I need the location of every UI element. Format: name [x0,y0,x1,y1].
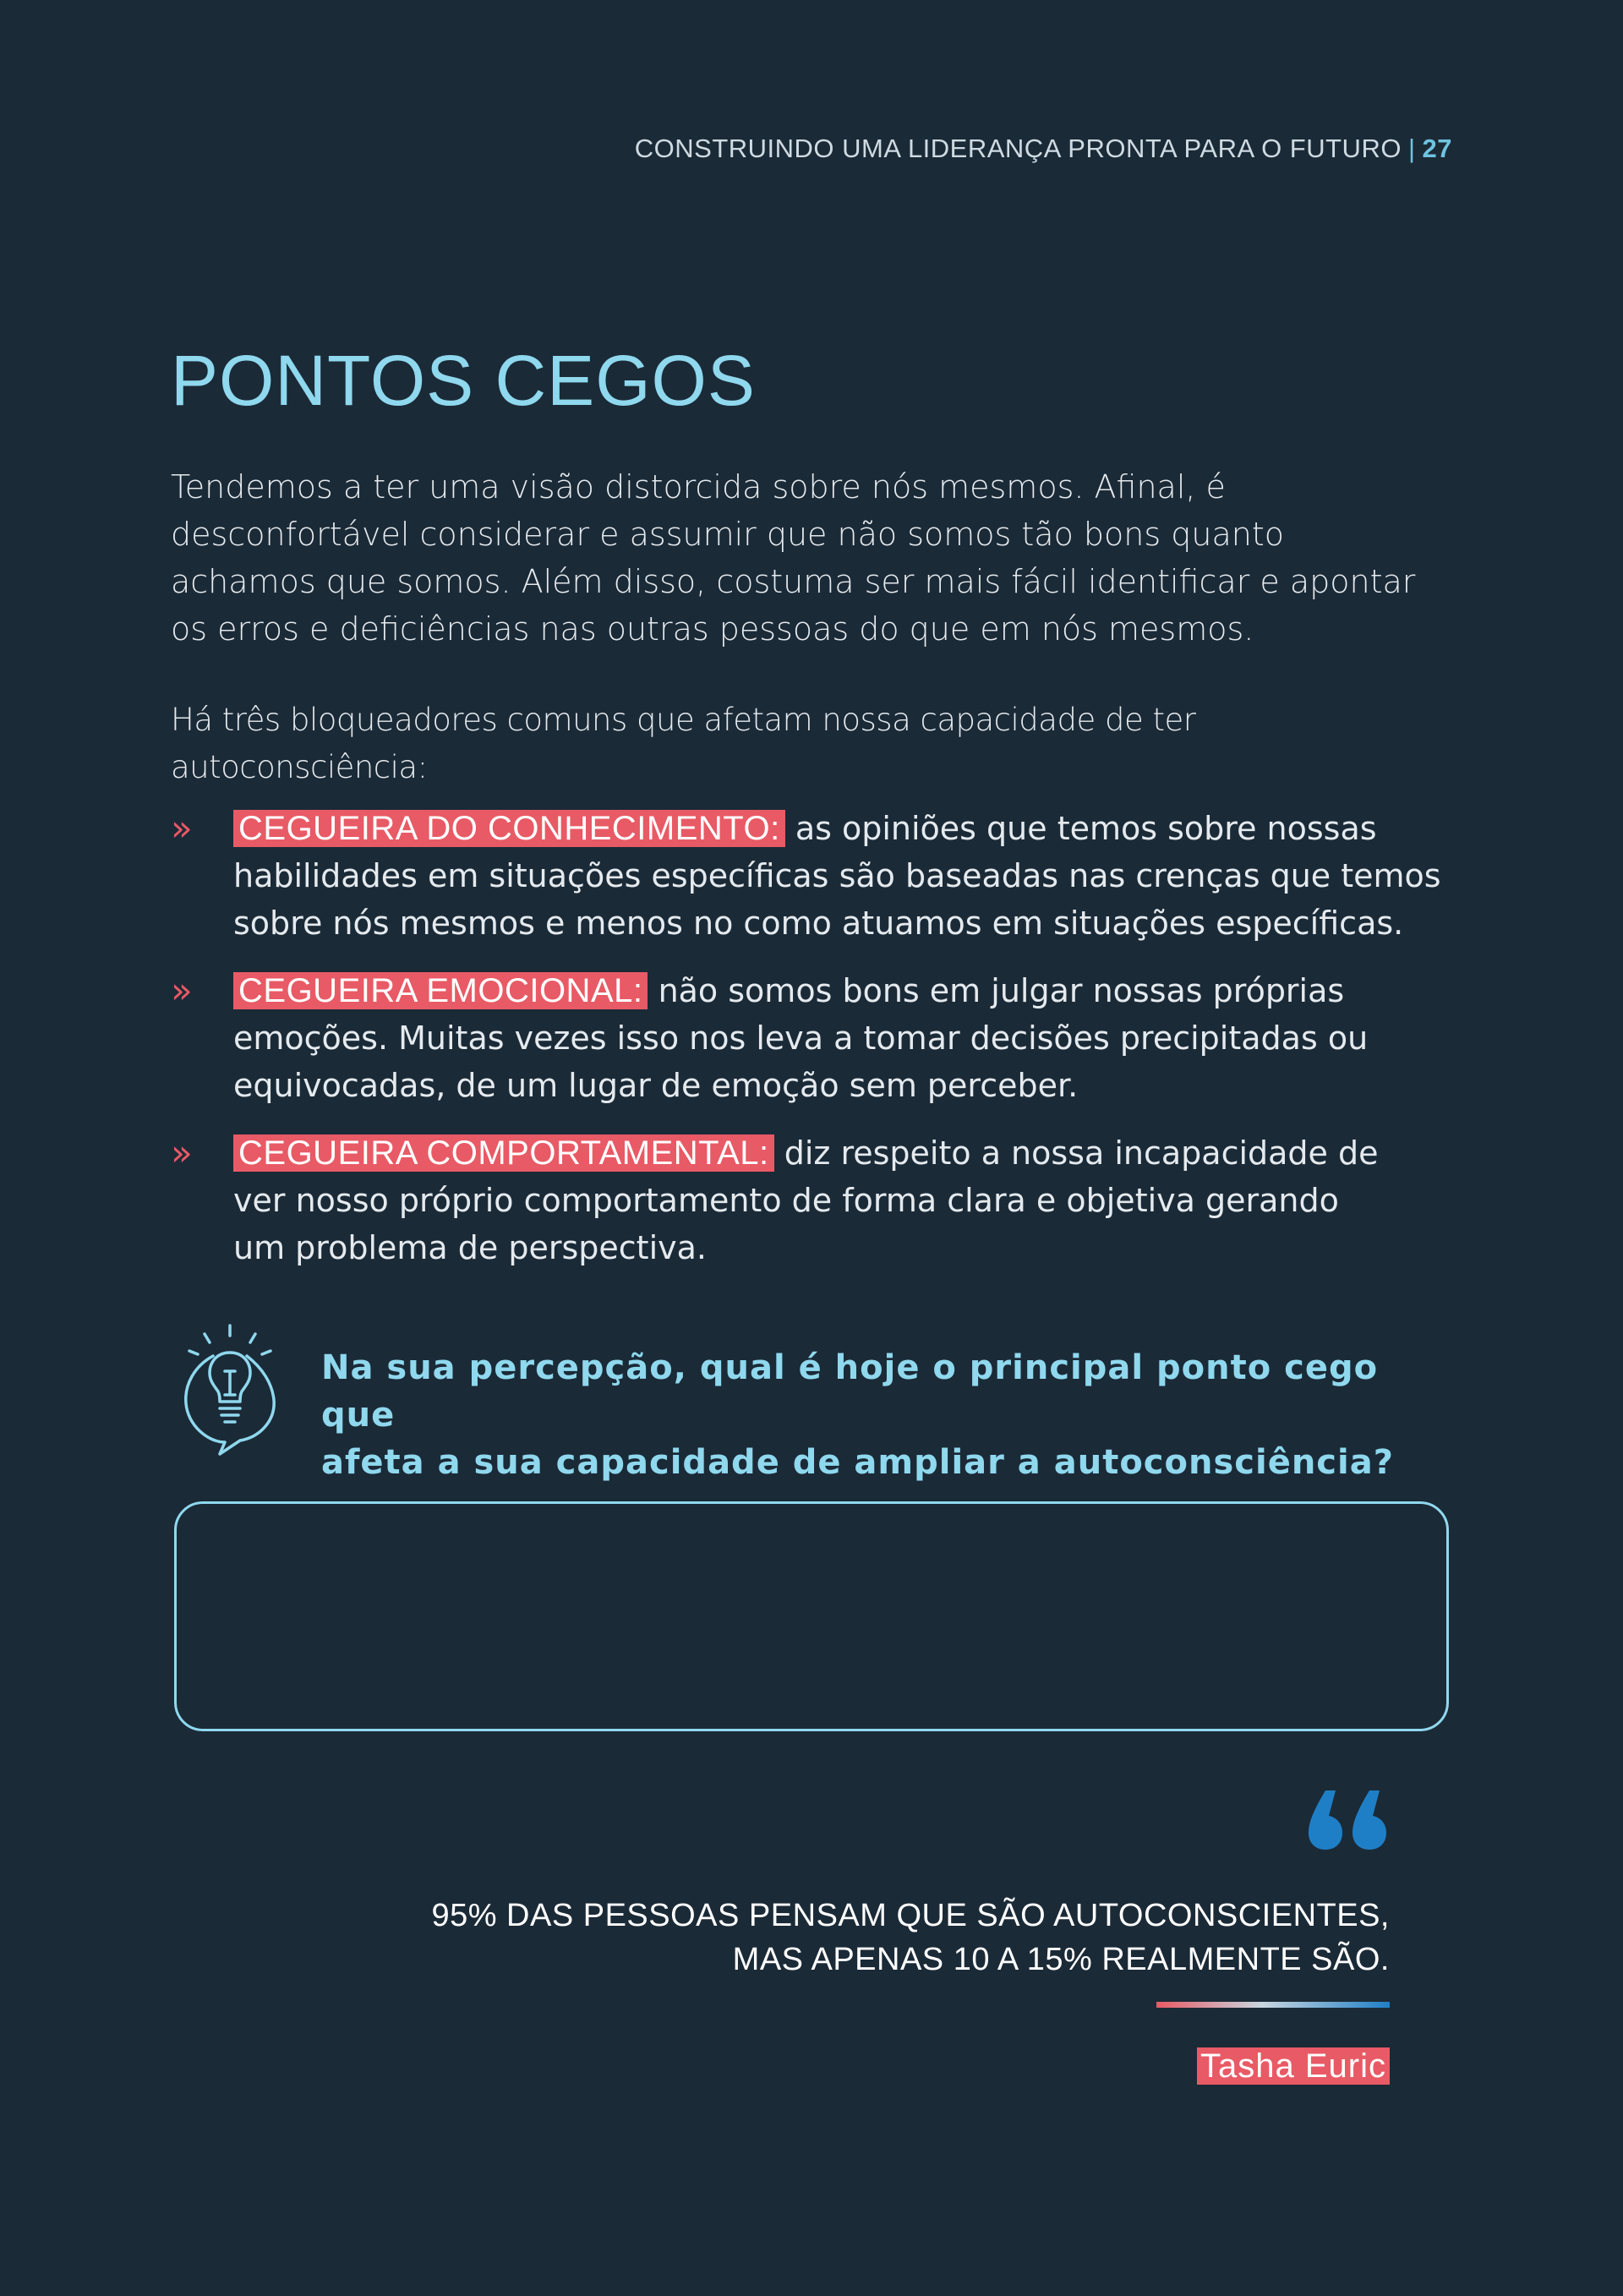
section-title: PONTOS CEGOS [171,341,756,420]
bullet-text: ver nosso próprio comportamento de forma clara e objetiva gerando [233,1182,1339,1219]
lead-paragraph: Há três bloqueadores comuns que afetam nossa capacidade de ter autoconsciência: [171,702,1196,785]
intro-line: desconfortável considerar e assumir que não somos tão bons quanto [171,516,1284,553]
bullet-text: diz respeito a nossa incapacidade de [773,1134,1379,1172]
answer-box[interactable] [174,1501,1449,1731]
intro-line: Tendemos a ter uma visão distorcida sobre nós mesmos. Afinal, é [171,468,1226,506]
intro-line: os erros e deficiências nas outras pessoas do que em nós mesmos. [171,610,1254,648]
running-head-separator: | [1407,134,1416,163]
question-line: afeta a sua capacidade de ampliar a autoconsciência? [321,1443,1394,1482]
list-item [171,967,1456,1109]
page-number: 27 [1422,134,1452,163]
bullet-text: as opiniões que temos sobre nossas [784,810,1377,847]
quote-line: 95% DAS PESSOAS PENSAM QUE SÃO AUTOCONSCIENTES, [431,1898,1390,1933]
reflection-question [321,1344,1420,1486]
bullet-text: emoções. Muitas vezes isso nos leva a tomar decisões precipitadas ou [233,1020,1369,1057]
quote-mark-icon [1307,1784,1391,1851]
quote-author: Tasha Euric [1197,2047,1390,2085]
bullet-text: não somos bons em julgar nossas próprias [648,972,1345,1009]
bullet-text: sobre nós mesmos e menos no como atuamos em situações específicas. [233,905,1404,942]
running-head-title: CONSTRUINDO UMA LIDERANÇA PRONTA PARA O FUTURO [634,134,1402,163]
intro-line: achamos que somos. Além disso, costuma ser mais fácil identificar e apontar [171,563,1416,600]
running-head [635,134,1452,164]
bullet-marker: » [171,807,193,849]
bullet-text: equivocadas, de um lugar de emoção sem perceber. [233,1067,1079,1104]
bullet-marker: » [171,970,193,1011]
bullet-marker: » [171,1132,193,1173]
bullet-term: CEGUEIRA DO CONHECIMENTO: [233,810,785,847]
quote-divider [1156,2002,1390,2008]
bullet-term: CEGUEIRA EMOCIONAL: [233,972,648,1009]
list-item [171,805,1456,947]
lightbulb-speech-bubble-icon [179,1324,281,1459]
bullet-text: habilidades em situações específicas são baseadas nas crenças que temos [233,857,1441,894]
intro-paragraph [171,463,1439,653]
bullet-text: um problema de perspectiva. [233,1229,707,1266]
bullet-term: CEGUEIRA COMPORTAMENTAL: [233,1134,774,1172]
list-item [171,1129,1456,1271]
pull-quote [375,1894,1390,1982]
blockers-list [171,805,1456,1292]
quote-line: MAS APENAS 10 A 15% REALMENTE SÃO. [732,1942,1390,1977]
question-line: Na sua percepção, qual é hoje o principal ponto cego que [321,1348,1379,1435]
